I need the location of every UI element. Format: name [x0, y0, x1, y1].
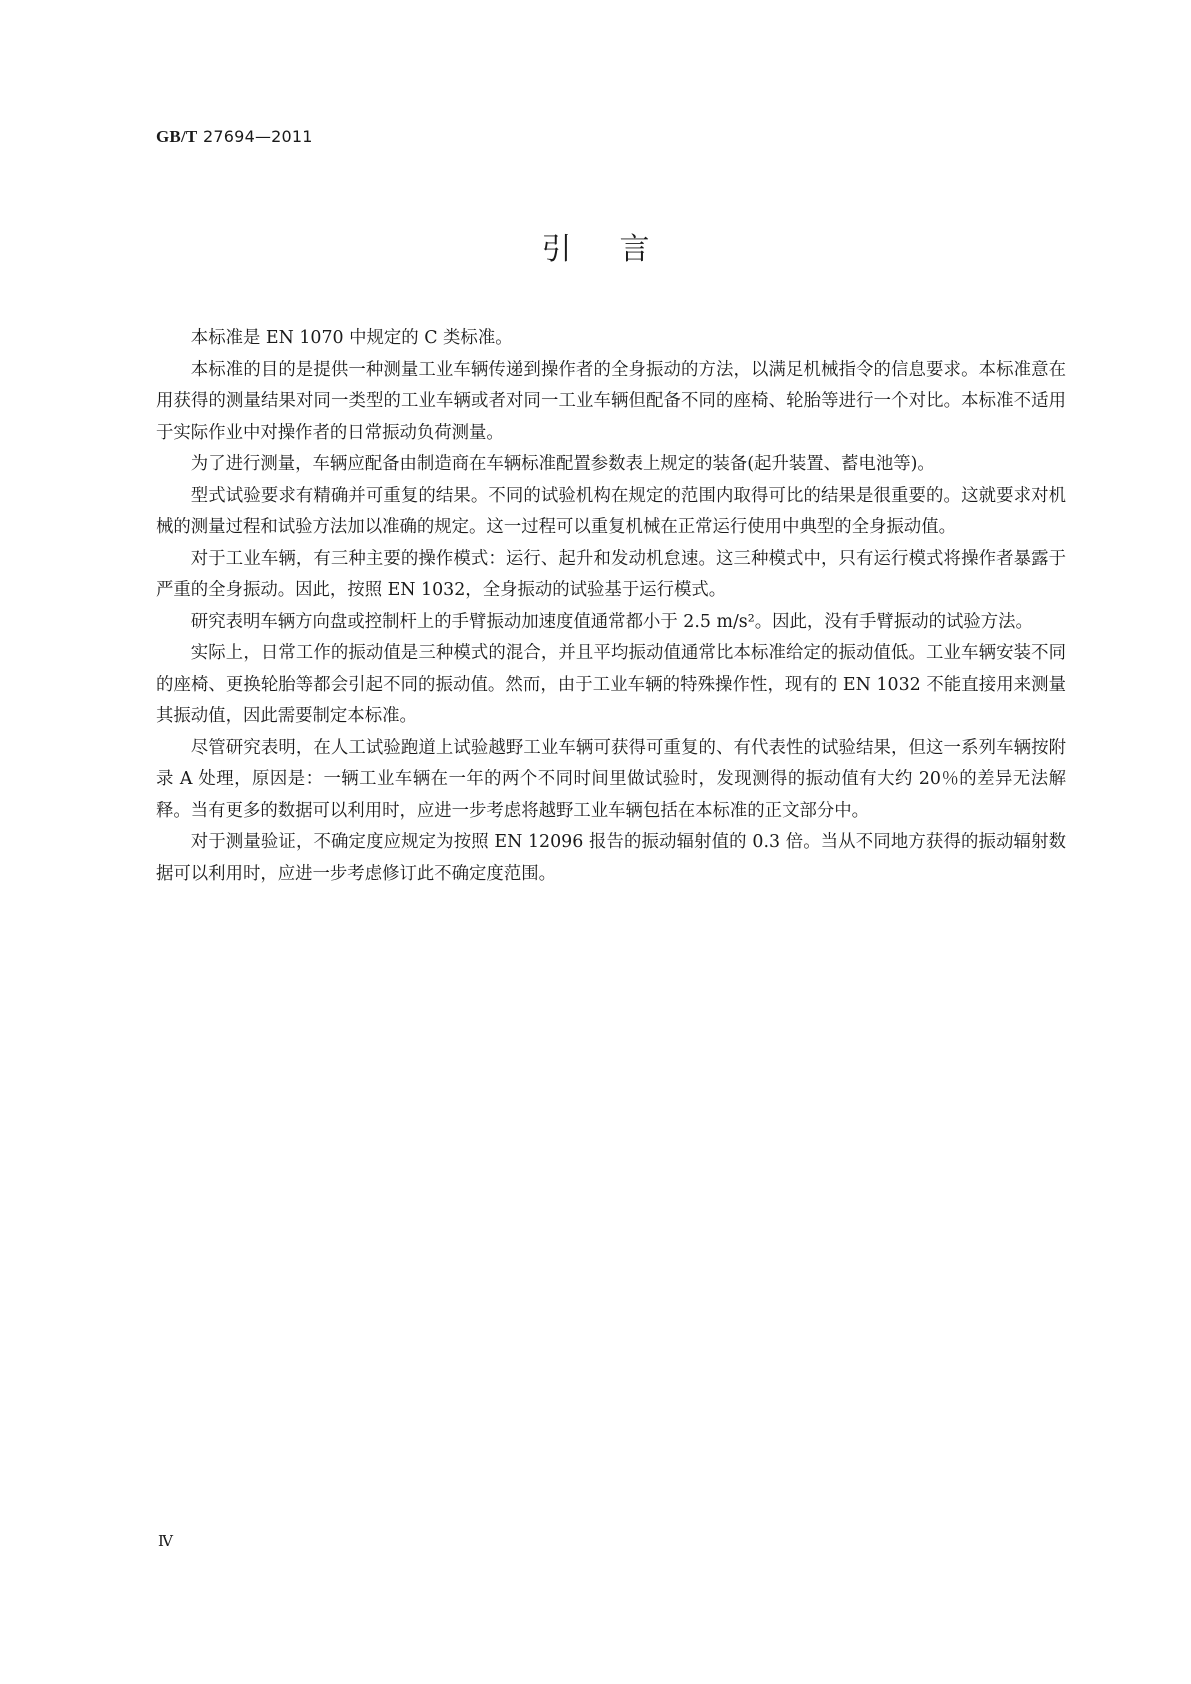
- paragraph: 型式试验要求有精确并可重复的结果。不同的试验机构在规定的范围内取得可比的结果是很重要的。这就要求对机械的测量过程和试验方法加以准确的规定。这一过程可以重复机械在正常运行使用中典型的全身振动值。: [156, 485, 1066, 537]
- paragraph: 本标准的目的是提供一种测量工业车辆传递到操作者的全身振动的方法，以满足机械指令的信息要求。本标准意在用获得的测量结果对同一类型的工业车辆或者对同一工业车辆但配备不同的座椅、轮胎等进行一个对比。本标准不适用于实际作业中对操作者的日常振动负荷测量。: [156, 359, 1066, 443]
- paragraph: 实际上，日常工作的振动值是三种模式的混合，并且平均振动值通常比本标准给定的振动值低。工业车辆安装不同的座椅、更换轮胎等都会引起不同的振动值。然而，由于工业车辆的特殊操作性，现有的 EN 1032 不能直接用来测量其振动值，因此需要制定本标准。: [156, 643, 1066, 726]
- paragraph: 对于测量验证，不确定度应规定为按照 EN 12096 报告的振动辐射值的 0.3 倍。当从不同地方获得的振动辐射数据可以利用时，应进一步考虑修订此不确定度范围。: [156, 832, 1066, 884]
- page-title: 引言: [541, 232, 698, 267]
- standard-code: [156, 127, 313, 147]
- page-number: Ⅳ: [158, 1534, 173, 1550]
- paragraph: 尽管研究表明，在人工试验跑道上试验越野工业车辆可获得可重复的、有代表性的试验结果，但这一系列车辆按附录 A 处理，原因是：一辆工业车辆在一年的两个不同时间里做试验时，发现测得的振动值有大约 20％的差异无法解释。当有更多的数据可以利用时，应进一步考虑将越野工业车辆包括在本标准的正文部分中。: [156, 737, 1066, 821]
- standard-code-prefix: GB/T: [156, 127, 198, 146]
- standard-code-number: 27694—2011: [203, 127, 313, 146]
- paragraph: 本标准是 EN 1070 中规定的 C 类标准。: [190, 328, 513, 348]
- paragraph: 研究表明车辆方向盘或控制杆上的手臂振动加速度值通常都小于 2.5 m/s²。因此，没有手臂振动的试验方法。: [190, 611, 1033, 632]
- paragraph: 为了进行测量，车辆应配备由制造商在车辆标准配置参数表上规定的装备(起升装置、蓄电池等)。: [190, 454, 935, 474]
- paragraph: 对于工业车辆，有三种主要的操作模式：运行、起升和发动机怠速。这三种模式中，只有运行模式将操作者暴露于严重的全身振动。因此，按照 EN 1032，全身振动的试验基于运行模式。: [156, 548, 1066, 600]
- body-text: [156, 323, 1066, 890]
